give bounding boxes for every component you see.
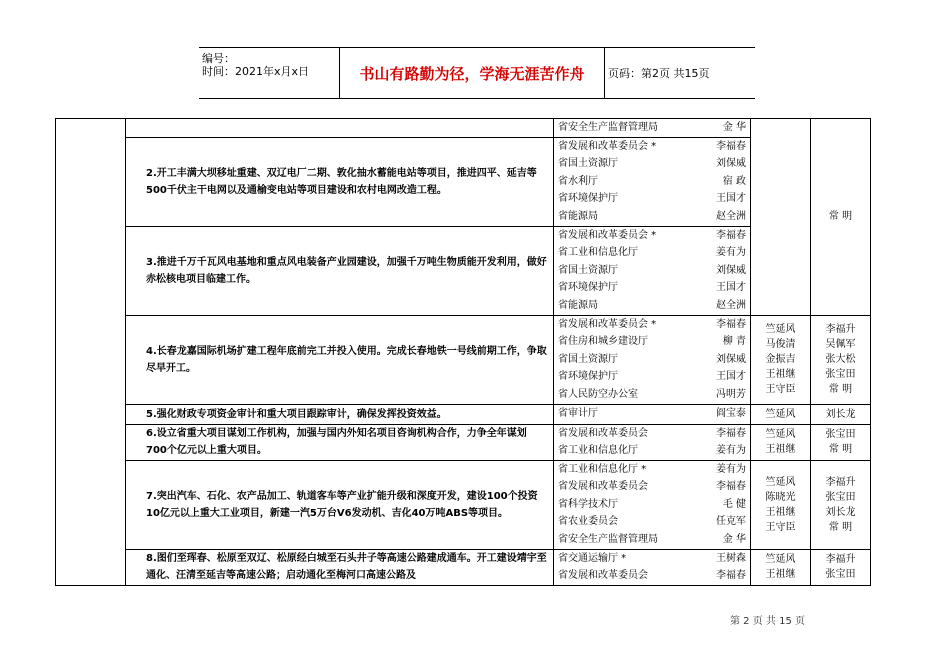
dept-line — [554, 279, 750, 297]
dept-name: 省工业和信息化厅 — [558, 247, 638, 259]
dept-line — [554, 461, 750, 479]
leader-name: 王祖继 — [765, 569, 796, 581]
dept-cell — [554, 549, 751, 585]
leader-name: 李福升 — [825, 324, 856, 336]
leader-name: 吴佩军 — [825, 339, 856, 351]
leader-a-blank-cell — [751, 119, 811, 316]
dept-person: 姜有为 — [716, 247, 746, 259]
dept-person: 金 华 — [722, 534, 746, 546]
dept-cell — [554, 404, 751, 424]
leader-name: 常 明 — [828, 211, 853, 223]
task-text: 2.开工丰满大坝移址重建、双辽电厂二期、敦化抽水蓄能电站等项目，推进四平、延吉等500千伏主干电网以及通榆变电站等项目建设和农村电网改造工程。 — [146, 167, 537, 196]
blank-category-cell — [56, 119, 126, 586]
dept-person: 任克军 — [716, 516, 746, 528]
task-text: 4.长春龙嘉国际机场扩建工程年底前完工并投入使用。完成长春地铁一号线前期工作，争取尽早开工。 — [146, 345, 547, 374]
table-row — [56, 315, 871, 404]
dept-line — [554, 227, 750, 245]
dept-person: 王国才 — [716, 282, 746, 294]
leader-name: 马俊清 — [765, 339, 796, 351]
dept-cell — [554, 315, 751, 404]
dept-name: 省安全生产监督管理局 — [558, 534, 658, 546]
dept-person: 李福春 — [716, 481, 746, 493]
leader-a-cell — [751, 460, 811, 549]
leader-b-cell — [811, 404, 871, 424]
leader-a-cell — [751, 404, 811, 424]
dept-line — [554, 333, 750, 351]
dept-person: 刘保威 — [716, 353, 746, 365]
leader-name: 竺延风 — [765, 408, 796, 420]
dept-line — [554, 155, 750, 173]
dept-person: 宿 政 — [722, 175, 746, 187]
leader-a-cell — [751, 315, 811, 404]
task-cell — [126, 315, 554, 404]
dept-person: 李福春 — [716, 318, 746, 330]
dept-cell — [554, 137, 751, 226]
dept-line — [554, 119, 750, 137]
dept-line — [554, 496, 750, 514]
leader-name: 张宝田 — [825, 429, 856, 441]
dept-name: 省发展和改革委员会 * — [558, 229, 657, 241]
task-cell — [126, 460, 554, 549]
task-cell — [126, 137, 554, 226]
leader-name: 张宝田 — [825, 569, 856, 581]
leader-name: 刘长龙 — [825, 506, 856, 518]
dept-name: 省环境保护厅 — [558, 282, 618, 294]
header-page-label: 页码：第2页 共15页 — [608, 67, 710, 80]
dept-line — [554, 567, 750, 585]
dept-person: 李福春 — [716, 570, 746, 582]
task-cell — [126, 226, 554, 315]
dept-name: 省安全生产监督管理局 — [558, 122, 658, 133]
leader-name: 竺延风 — [765, 554, 796, 566]
dept-cell — [554, 460, 751, 549]
number-label: 编号： — [202, 52, 235, 65]
header-slogan: 书山有路勤为径，学海无涯苦作舟 — [339, 48, 605, 98]
dept-person: 王国才 — [716, 371, 746, 383]
dept-line — [554, 208, 750, 226]
dept-line — [554, 244, 750, 262]
dept-name: 省能源局 — [558, 299, 598, 311]
leader-b-cell — [811, 424, 871, 460]
table-row — [56, 424, 871, 460]
task-text: 5.强化财政专项资金审计和重大项目跟踪审计，确保发挥投资效益。 — [146, 408, 447, 420]
dept-person: 姜有为 — [716, 445, 746, 457]
dept-name: 省工业和信息化厅 * — [558, 463, 647, 475]
header-meta — [199, 48, 339, 98]
dept-line — [554, 297, 750, 315]
dept-line — [554, 262, 750, 280]
task-cell — [126, 119, 554, 138]
leader-name: 王守臣 — [765, 384, 796, 396]
table-row — [56, 549, 871, 585]
leader-a-cell — [751, 424, 811, 460]
dept-person: 刘保威 — [716, 264, 746, 276]
dept-name: 省人民防空办公室 — [558, 388, 638, 400]
dept-name: 省农业委员会 — [558, 516, 618, 528]
leader-name: 常 明 — [828, 384, 853, 396]
dept-name: 省能源局 — [558, 210, 598, 222]
dept-name: 省审计厅 — [558, 408, 598, 420]
leader-name: 张宝田 — [825, 491, 856, 503]
leader-name: 竺延风 — [765, 476, 796, 488]
dept-person: 刘保威 — [716, 158, 746, 170]
table-row — [56, 460, 871, 549]
task-table — [55, 118, 871, 586]
task-cell — [126, 424, 554, 460]
dept-line — [554, 531, 750, 549]
dept-name: 省住房和城乡建设厅 — [558, 336, 648, 348]
leader-b-cell — [811, 460, 871, 549]
leader-name: 张宝田 — [825, 369, 856, 381]
task-text: 7.突出汽车、石化、农产品加工、轨道客车等产业扩能升级和深度开发，建设100个投资10亿元以上重大工业项目，新建一汽5万台V6发动机、吉化40万吨ABS等项目。 — [146, 490, 538, 519]
dept-line — [554, 478, 750, 496]
dept-name: 省发展和改革委员会 — [558, 427, 648, 439]
leader-name: 王守臣 — [765, 521, 796, 533]
dept-person: 阎宝泰 — [716, 408, 746, 420]
leader-name: 刘长龙 — [825, 408, 856, 420]
dept-cell — [554, 424, 751, 460]
dept-line — [554, 316, 750, 334]
leader-name: 常 明 — [828, 444, 853, 456]
dept-name: 省交通运输厅 * — [558, 552, 627, 564]
dept-name: 省环境保护厅 — [558, 371, 618, 383]
dept-name: 省科学技术厅 — [558, 498, 618, 510]
dept-line — [554, 190, 750, 208]
dept-line — [554, 442, 750, 460]
leader-name: 陈晓光 — [765, 491, 796, 503]
dept-name: 省发展和改革委员会 * — [558, 318, 657, 330]
dept-line — [554, 138, 750, 156]
leader-name: 王祖继 — [765, 506, 796, 518]
dept-person: 冯明芳 — [716, 388, 746, 400]
dept-person: 姜有为 — [716, 463, 746, 475]
page-header — [199, 47, 755, 99]
page-footer: 第 2 页 共 15 页 — [730, 616, 805, 627]
dept-line — [554, 368, 750, 386]
table-row — [56, 137, 871, 226]
leader-name: 常 明 — [828, 521, 853, 533]
dept-name: 省环境保护厅 — [558, 193, 618, 205]
dept-name: 省水利厅 — [558, 175, 598, 187]
dept-line — [554, 386, 750, 404]
dept-line — [554, 173, 750, 191]
leader-a-cell — [751, 549, 811, 585]
task-text: 8.图们至珲春、松原至双辽、松原经白城至石头井子等高速公路建成通车。开工建设靖宇至通化、汪清至延吉等高速公路；启动通化至梅河口高速公路及 — [146, 553, 547, 582]
dept-line — [554, 513, 750, 531]
dept-person: 李福春 — [716, 140, 746, 152]
leader-name: 金振吉 — [765, 354, 796, 366]
leader-name: 王祖继 — [765, 369, 796, 381]
dept-person: 王国才 — [716, 193, 746, 205]
task-text: 6.设立省重大项目谋划工作机构，加强与国内外知名项目咨询机构合作，力争全年谋划700个亿元以上重大项目。 — [146, 428, 527, 457]
task-text: 3.推进千万千瓦风电基地和重点风电装备产业园建设，加强千万吨生物质能开发利用，做好赤松核电项目临建工作。 — [146, 256, 547, 285]
dept-line — [554, 550, 750, 568]
table-row — [56, 226, 871, 315]
dept-person: 柳 青 — [722, 336, 746, 348]
leader-b-merged-cell — [811, 119, 871, 316]
table-row — [56, 119, 871, 138]
leader-name: 竺延风 — [765, 429, 796, 441]
dept-line — [554, 425, 750, 443]
dept-person: 毛 健 — [722, 498, 746, 510]
dept-name: 省发展和改革委员会 — [558, 481, 648, 493]
leader-name: 张大松 — [825, 354, 856, 366]
dept-name: 省工业和信息化厅 — [558, 445, 638, 457]
dept-line — [554, 405, 750, 423]
dept-name: 省国土资源厅 — [558, 158, 618, 170]
dept-name: 省发展和改革委员会 * — [558, 140, 657, 152]
dept-person: 金 华 — [722, 122, 746, 133]
leader-name: 李福升 — [825, 476, 856, 488]
leader-b-cell — [811, 315, 871, 404]
dept-person: 赵全洲 — [716, 299, 746, 311]
leader-name: 王祖继 — [765, 444, 796, 456]
dept-cell — [554, 226, 751, 315]
leader-b-cell — [811, 549, 871, 585]
task-cell — [126, 549, 554, 585]
time-label: 时间：2021年x月x日 — [202, 65, 310, 78]
dept-name: 省国土资源厅 — [558, 353, 618, 365]
dept-name: 省国土资源厅 — [558, 264, 618, 276]
dept-person: 李福春 — [716, 229, 746, 241]
dept-person: 李福春 — [716, 427, 746, 439]
dept-person: 王树森 — [716, 552, 746, 564]
leader-name: 竺延风 — [765, 324, 796, 336]
dept-line — [554, 351, 750, 369]
leader-name: 李福升 — [825, 554, 856, 566]
dept-name: 省发展和改革委员会 — [558, 570, 648, 582]
dept-person: 赵全洲 — [716, 210, 746, 222]
table-row — [56, 404, 871, 424]
task-cell — [126, 404, 554, 424]
dept-cell — [554, 119, 751, 138]
